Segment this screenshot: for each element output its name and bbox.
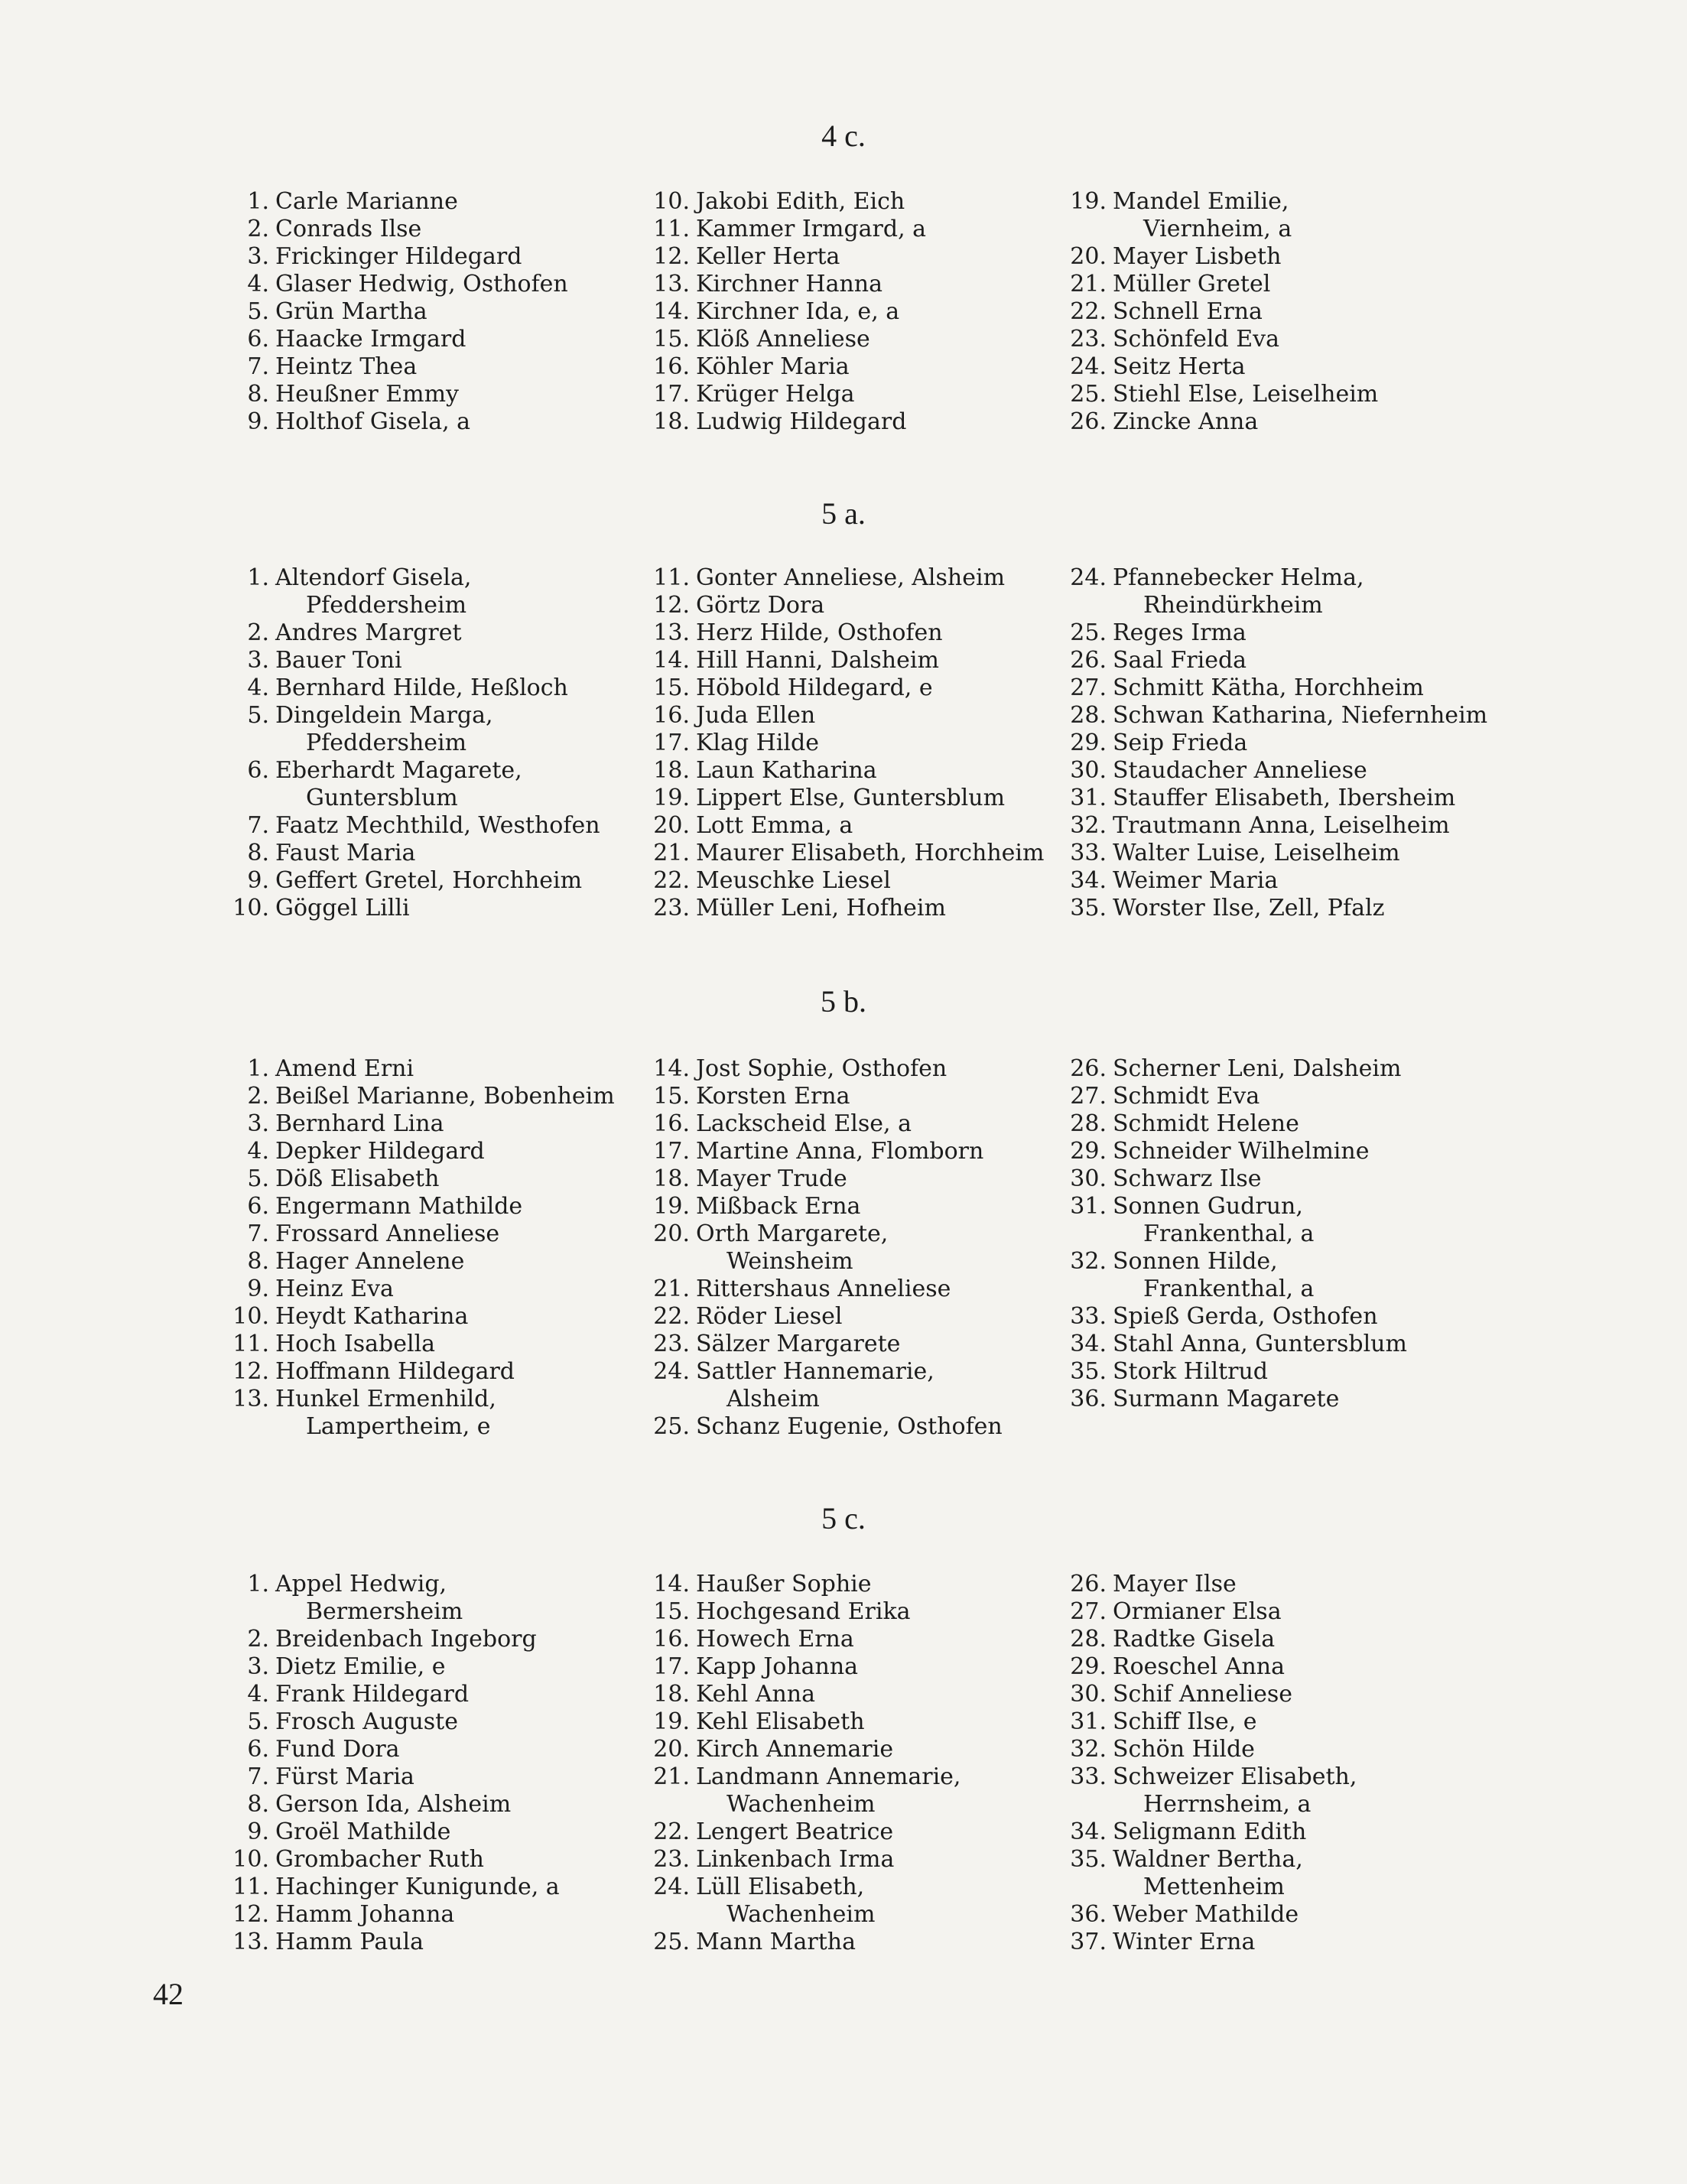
list-item-number: 7.	[247, 1220, 269, 1247]
list-item-number: 19.	[653, 1708, 690, 1735]
list-item-name: Laun Katharina	[696, 757, 877, 784]
section-title: 5 c.	[821, 1501, 866, 1536]
list-item-number: 16.	[653, 702, 690, 729]
list-item-name: Haacke Irmgard	[275, 326, 466, 353]
list-item-number: 18.	[653, 1165, 690, 1192]
list-item-name: Schneider Wilhelmine	[1113, 1138, 1370, 1165]
list-item-name: Schwarz Ilse	[1113, 1165, 1262, 1192]
list-item-name: Gerson Ida, Alsheim	[275, 1791, 512, 1818]
list-item-name: Haußer Sophie	[696, 1571, 872, 1597]
list-item-name: Trautmann Anna, Leiselheim	[1113, 812, 1450, 839]
list-item-name: Spieß Gerda, Osthofen	[1113, 1303, 1378, 1330]
list-item-name: Kirch Annemarie	[696, 1736, 894, 1763]
list-item-number: 34.	[1070, 867, 1107, 894]
list-item-number: 34.	[1070, 1331, 1107, 1357]
list-item-number: 32.	[1070, 1248, 1107, 1275]
list-item-number: 17.	[653, 1138, 690, 1165]
list-item-number: 20.	[653, 1736, 690, 1763]
list-item-number: 28.	[1070, 1110, 1107, 1137]
list-item-name: Andres Margret	[275, 619, 462, 646]
list-item-name: Alsheim	[726, 1386, 820, 1412]
list-item-number: 1.	[247, 188, 269, 215]
list-item-number: 6.	[247, 326, 269, 353]
list-item-number: 24.	[653, 1874, 690, 1900]
list-item-name: Frickinger Hildegard	[275, 243, 522, 270]
list-item-number: 9.	[247, 867, 269, 894]
section-title: 5 b.	[821, 984, 866, 1019]
list-item-number: 22.	[653, 1818, 690, 1845]
list-item-name: Klöß Anneliese	[696, 326, 870, 353]
list-item-name: Seitz Herta	[1113, 353, 1246, 380]
list-item-number: 8.	[247, 1791, 269, 1818]
list-item-number: 22.	[1070, 298, 1107, 325]
list-item-number: 14.	[653, 298, 690, 325]
list-item-number: 24.	[1070, 353, 1107, 380]
list-item-name: Sonnen Gudrun,	[1113, 1193, 1303, 1220]
list-item-number: 27.	[1070, 674, 1107, 701]
list-item-number: 18.	[653, 757, 690, 784]
list-item-name: Faatz Mechthild, Westhofen	[275, 812, 600, 839]
list-item-name: Schweizer Elisabeth,	[1113, 1763, 1357, 1790]
list-item-number: 5.	[247, 1165, 269, 1192]
list-item-name: Depker Hildegard	[275, 1138, 485, 1165]
list-item-name: Schmidt Eva	[1113, 1083, 1260, 1110]
list-item-name: Groël Mathilde	[275, 1818, 451, 1845]
list-item-number: 15.	[653, 1083, 690, 1110]
list-item-name: Döß Elisabeth	[275, 1165, 440, 1192]
list-item-name: Bauer Toni	[275, 647, 402, 674]
list-item-name: Klag Hilde	[696, 730, 819, 756]
list-item-number: 25.	[1070, 381, 1107, 408]
list-item-name: Landmann Annemarie,	[696, 1763, 961, 1790]
list-item-name: Stahl Anna, Guntersblum	[1113, 1331, 1407, 1357]
list-item-name: Jakobi Edith, Eich	[696, 188, 905, 215]
list-item-name: Mandel Emilie,	[1113, 188, 1289, 215]
list-item-name: Breidenbach Ingeborg	[275, 1626, 537, 1653]
list-item-number: 2.	[247, 216, 269, 242]
list-item-name: Schwan Katharina, Niefernheim	[1113, 702, 1488, 729]
list-item-number: 8.	[247, 840, 269, 866]
list-item-number: 27.	[1070, 1598, 1107, 1625]
list-item-number: 15.	[653, 326, 690, 353]
list-item-name: Ludwig Hildegard	[696, 408, 907, 435]
list-item-number: 18.	[653, 408, 690, 435]
list-item-name: Dietz Emilie, e	[275, 1653, 446, 1680]
list-item-number: 9.	[247, 1276, 269, 1302]
list-item-name: Rheindürkheim	[1143, 592, 1323, 619]
list-item-name: Schanz Eugenie, Osthofen	[696, 1413, 1003, 1440]
page-number: 42	[153, 1977, 184, 2011]
list-item-number: 28.	[1070, 702, 1107, 729]
list-item-name: Sälzer Margarete	[696, 1331, 901, 1357]
list-item-number: 35.	[1070, 1846, 1107, 1873]
list-item-number: 30.	[1070, 1165, 1107, 1192]
list-item-name: Grombacher Ruth	[275, 1846, 484, 1873]
list-item-number: 3.	[247, 243, 269, 270]
list-item-name: Faust Maria	[275, 840, 416, 866]
list-item-name: Kehl Elisabeth	[696, 1708, 865, 1735]
list-item-number: 12.	[653, 592, 690, 619]
list-item-number: 32.	[1070, 1736, 1107, 1763]
list-item-number: 33.	[1070, 1763, 1107, 1790]
list-item-name: Hochgesand Erika	[696, 1598, 911, 1625]
list-item-name: Lüll Elisabeth,	[696, 1874, 865, 1900]
list-item-name: Lampertheim, e	[306, 1413, 491, 1440]
list-item-name: Mißback Erna	[696, 1193, 861, 1220]
list-item-name: Roeschel Anna	[1113, 1653, 1285, 1680]
list-item-number: 10.	[232, 1303, 269, 1330]
list-item-number: 13.	[232, 1386, 269, 1412]
list-item-number: 14.	[653, 1571, 690, 1597]
list-item-name: Krüger Helga	[696, 381, 855, 408]
list-item-name: Wachenheim	[726, 1901, 876, 1928]
section-title: 4 c.	[821, 119, 866, 153]
list-item-name: Linkenbach Irma	[696, 1846, 895, 1873]
list-item-number: 23.	[653, 895, 690, 921]
list-item-number: 7.	[247, 812, 269, 839]
list-item-number: 17.	[653, 1653, 690, 1680]
list-item-number: 11.	[653, 564, 690, 591]
list-item-number: 23.	[653, 1331, 690, 1357]
list-item-name: Holthof Gisela, a	[275, 408, 471, 435]
list-item-name: Rittershaus Anneliese	[696, 1276, 951, 1302]
list-item-name: Appel Hedwig,	[275, 1571, 447, 1597]
list-item-number: 31.	[1070, 1193, 1107, 1220]
list-item-name: Surmann Magarete	[1113, 1386, 1340, 1412]
list-item-number: 23.	[653, 1846, 690, 1873]
list-item-name: Kirchner Hanna	[696, 271, 883, 297]
list-item-name: Reges Irma	[1113, 619, 1247, 646]
list-item-number: 13.	[653, 619, 690, 646]
list-item-name: Hachinger Kunigunde, a	[275, 1874, 560, 1900]
list-item-number: 1.	[247, 1055, 269, 1082]
list-item-number: 32.	[1070, 812, 1107, 839]
list-item-name: Engermann Mathilde	[275, 1193, 523, 1220]
list-item-name: Hamm Paula	[275, 1929, 424, 1955]
list-item-name: Röder Liesel	[696, 1303, 843, 1330]
list-item-number: 4.	[247, 1681, 269, 1708]
list-item-name: Stork Hiltrud	[1113, 1358, 1268, 1385]
list-item-number: 13.	[232, 1929, 269, 1955]
list-item-number: 3.	[247, 1653, 269, 1680]
list-item-number: 3.	[247, 1110, 269, 1137]
list-item-name: Schmidt Helene	[1113, 1110, 1299, 1137]
list-item-name: Dingeldein Marga,	[275, 702, 493, 729]
list-item-name: Weber Mathilde	[1113, 1901, 1299, 1928]
list-item-number: 7.	[247, 1763, 269, 1790]
list-item-number: 19.	[653, 1193, 690, 1220]
list-item-name: Mettenheim	[1143, 1874, 1285, 1900]
list-item-name: Viernheim, a	[1143, 216, 1292, 242]
list-item-name: Schnell Erna	[1113, 298, 1263, 325]
list-item-name: Altendorf Gisela,	[275, 564, 472, 591]
list-item-number: 30.	[1070, 757, 1107, 784]
list-item-name: Mayer Lisbeth	[1113, 243, 1282, 270]
list-item-number: 24.	[1070, 564, 1107, 591]
list-item-name: Worster Ilse, Zell, Pfalz	[1113, 895, 1385, 921]
list-item-name: Seip Frieda	[1113, 730, 1248, 756]
list-item-number: 20.	[653, 1220, 690, 1247]
list-item-number: 5.	[247, 1708, 269, 1735]
list-item-name: Gonter Anneliese, Alsheim	[696, 564, 1006, 591]
list-item-name: Heintz Thea	[275, 353, 418, 380]
list-item-number: 21.	[1070, 271, 1107, 297]
list-item-name: Weimer Maria	[1113, 867, 1279, 894]
list-item-number: 9.	[247, 408, 269, 435]
list-item-number: 5.	[247, 702, 269, 729]
list-item-name: Kirchner Ida, e, a	[696, 298, 900, 325]
list-item-number: 2.	[247, 1626, 269, 1653]
list-item-name: Keller Herta	[696, 243, 840, 270]
list-item-number: 31.	[1070, 1708, 1107, 1735]
list-item-name: Sonnen Hilde,	[1113, 1248, 1278, 1275]
list-item-number: 20.	[653, 812, 690, 839]
list-item-number: 29.	[1070, 1653, 1107, 1680]
list-item-number: 26.	[1070, 647, 1107, 674]
list-item-number: 33.	[1070, 1303, 1107, 1330]
list-item-name: Stauffer Elisabeth, Ibersheim	[1113, 785, 1456, 811]
list-item-number: 36.	[1070, 1386, 1107, 1412]
list-item-number: 26.	[1070, 1571, 1107, 1597]
list-item-number: 6.	[247, 1736, 269, 1763]
list-item-number: 20.	[1070, 243, 1107, 270]
list-item-number: 14.	[653, 1055, 690, 1082]
list-item-number: 21.	[653, 1763, 690, 1790]
list-item-name: Herrnsheim, a	[1143, 1791, 1312, 1818]
list-item-name: Pfeddersheim	[306, 730, 467, 756]
list-item-name: Hamm Johanna	[275, 1901, 455, 1928]
list-item-name: Mann Martha	[696, 1929, 856, 1955]
list-item-name: Pfannebecker Helma,	[1113, 564, 1364, 591]
list-item-number: 12.	[232, 1358, 269, 1385]
list-item-name: Martine Anna, Flomborn	[696, 1138, 984, 1165]
list-item-name: Schiff Ilse, e	[1113, 1708, 1257, 1735]
list-item-name: Müller Gretel	[1113, 271, 1271, 297]
list-item-name: Stiehl Else, Leiselheim	[1113, 381, 1379, 408]
list-item-name: Glaser Hedwig, Osthofen	[275, 271, 568, 297]
list-item-name: Heydt Katharina	[275, 1303, 469, 1330]
list-item-number: 8.	[247, 1248, 269, 1275]
list-item-number: 16.	[653, 1110, 690, 1137]
list-item-name: Sattler Hannemarie,	[696, 1358, 935, 1385]
list-item-name: Kapp Johanna	[696, 1653, 859, 1680]
list-item-number: 4.	[247, 1138, 269, 1165]
list-item-number: 17.	[653, 730, 690, 756]
list-item-name: Hoffmann Hildegard	[275, 1358, 515, 1385]
list-item-number: 4.	[247, 271, 269, 297]
list-item-name: Hunkel Ermenhild,	[275, 1386, 496, 1412]
list-item-number: 10.	[653, 188, 690, 215]
list-item-number: 37.	[1070, 1929, 1107, 1955]
list-item-name: Wachenheim	[726, 1791, 876, 1818]
list-item-number: 34.	[1070, 1818, 1107, 1845]
list-item-number: 18.	[653, 1681, 690, 1708]
list-item-name: Hager Annelene	[275, 1248, 465, 1275]
list-item-number: 21.	[653, 1276, 690, 1302]
list-item-number: 29.	[1070, 1138, 1107, 1165]
list-item-name: Scherner Leni, Dalsheim	[1113, 1055, 1402, 1082]
list-item-name: Müller Leni, Hofheim	[696, 895, 946, 921]
list-item-number: 13.	[653, 271, 690, 297]
list-item-number: 17.	[653, 381, 690, 408]
list-item-number: 16.	[653, 1626, 690, 1653]
list-item-name: Weinsheim	[726, 1248, 853, 1275]
list-item-number: 15.	[653, 1598, 690, 1625]
list-item-number: 11.	[653, 216, 690, 242]
list-item-number: 10.	[232, 1846, 269, 1873]
list-item-name: Görtz Dora	[696, 592, 825, 619]
list-item-number: 3.	[247, 647, 269, 674]
list-item-name: Conrads Ilse	[275, 216, 422, 242]
list-item-number: 1.	[247, 1571, 269, 1597]
list-item-name: Lengert Beatrice	[696, 1818, 894, 1845]
list-item-name: Howech Erna	[696, 1626, 854, 1653]
list-item-number: 5.	[247, 298, 269, 325]
list-item-number: 9.	[247, 1818, 269, 1845]
list-item-number: 12.	[653, 243, 690, 270]
list-item-name: Guntersblum	[306, 785, 458, 811]
list-item-number: 25.	[1070, 619, 1107, 646]
list-item-name: Hoch Isabella	[275, 1331, 436, 1357]
list-item-name: Maurer Elisabeth, Horchheim	[696, 840, 1045, 866]
list-item-name: Kammer Irmgard, a	[696, 216, 927, 242]
list-item-name: Fürst Maria	[275, 1763, 414, 1790]
list-item-name: Walter Luise, Leiselheim	[1113, 840, 1400, 866]
list-item-number: 8.	[247, 381, 269, 408]
list-item-name: Saal Frieda	[1113, 647, 1247, 674]
list-item-number: 35.	[1070, 895, 1107, 921]
list-item-name: Heinz Eva	[275, 1276, 394, 1302]
list-item-name: Schif Anneliese	[1113, 1681, 1293, 1708]
list-item-name: Jost Sophie, Osthofen	[696, 1055, 948, 1082]
list-item-name: Köhler Maria	[696, 353, 850, 380]
list-item-name: Höbold Hildegard, e	[696, 674, 933, 701]
list-item-number: 10.	[232, 895, 269, 921]
list-item-number: 24.	[653, 1358, 690, 1385]
list-item-name: Lott Emma, a	[696, 812, 853, 839]
list-item-number: 27.	[1070, 1083, 1107, 1110]
list-item-name: Bernhard Hilde, Heßloch	[275, 674, 568, 701]
list-item-number: 22.	[653, 867, 690, 894]
list-item-number: 14.	[653, 647, 690, 674]
list-item-number: 25.	[653, 1929, 690, 1955]
list-item-number: 19.	[1070, 188, 1107, 215]
list-item-number: 33.	[1070, 840, 1107, 866]
list-item-name: Zincke Anna	[1113, 408, 1259, 435]
list-item-name: Göggel Lilli	[275, 895, 410, 921]
list-item-number: 23.	[1070, 326, 1107, 353]
list-item-number: 6.	[247, 1193, 269, 1220]
list-item-name: Korsten Erna	[696, 1083, 850, 1110]
list-item-number: 6.	[247, 757, 269, 784]
section-title: 5 a.	[821, 496, 866, 531]
list-item-number: 4.	[247, 674, 269, 701]
list-item-name: Meuschke Liesel	[696, 867, 891, 894]
list-item-name: Frankenthal, a	[1143, 1220, 1315, 1247]
list-item-name: Mayer Ilse	[1113, 1571, 1237, 1597]
list-item-name: Frankenthal, a	[1143, 1276, 1315, 1302]
list-item-number: 26.	[1070, 1055, 1107, 1082]
list-item-name: Herz Hilde, Osthofen	[696, 619, 943, 646]
list-item-number: 2.	[247, 619, 269, 646]
list-item-number: 36.	[1070, 1901, 1107, 1928]
list-item-name: Eberhardt Magarete,	[275, 757, 522, 784]
list-item-name: Juda Ellen	[696, 702, 816, 729]
list-item-number: 29.	[1070, 730, 1107, 756]
list-item-number: 16.	[653, 353, 690, 380]
list-item-number: 19.	[653, 785, 690, 811]
list-item-name: Schmitt Kätha, Horchheim	[1113, 674, 1424, 701]
list-item-number: 25.	[653, 1413, 690, 1440]
list-item-name: Beißel Marianne, Bobenheim	[275, 1083, 615, 1110]
list-item-name: Hill Hanni, Dalsheim	[696, 647, 939, 674]
list-item-number: 1.	[247, 564, 269, 591]
list-item-name: Schön Hilde	[1113, 1736, 1255, 1763]
list-item-name: Amend Erni	[275, 1055, 414, 1082]
list-item-name: Bernhard Lina	[275, 1110, 444, 1137]
list-item-name: Kehl Anna	[696, 1681, 816, 1708]
list-item-number: 11.	[232, 1331, 269, 1357]
list-item-name: Heußner Emmy	[275, 381, 459, 408]
list-item-name: Geffert Gretel, Horchheim	[275, 867, 583, 894]
list-item-number: 28.	[1070, 1626, 1107, 1653]
list-item-name: Grün Martha	[275, 298, 427, 325]
list-item-name: Ormianer Elsa	[1113, 1598, 1282, 1625]
list-item-name: Schönfeld Eva	[1113, 326, 1279, 353]
list-item-number: 26.	[1070, 408, 1107, 435]
list-item-name: Carle Marianne	[275, 188, 458, 215]
list-item-name: Winter Erna	[1113, 1929, 1256, 1955]
list-item-name: Frossard Anneliese	[275, 1220, 500, 1247]
list-item-name: Bermersheim	[306, 1598, 463, 1625]
list-item-name: Lippert Else, Guntersblum	[696, 785, 1006, 811]
list-item-name: Staudacher Anneliese	[1113, 757, 1367, 784]
list-item-name: Orth Margarete,	[696, 1220, 889, 1247]
list-item-number: 21.	[653, 840, 690, 866]
list-item-name: Frank Hildegard	[275, 1681, 470, 1708]
list-item-number: 31.	[1070, 785, 1107, 811]
list-item-name: Waldner Bertha,	[1113, 1846, 1303, 1873]
list-item-name: Pfeddersheim	[306, 592, 467, 619]
list-item-number: 12.	[232, 1901, 269, 1928]
list-item-name: Radtke Gisela	[1113, 1626, 1276, 1653]
list-item-number: 15.	[653, 674, 690, 701]
list-item-name: Frosch Auguste	[275, 1708, 458, 1735]
list-item-number: 35.	[1070, 1358, 1107, 1385]
list-item-number: 11.	[232, 1874, 269, 1900]
list-item-name: Lackscheid Else, a	[696, 1110, 912, 1137]
list-item-number: 2.	[247, 1083, 269, 1110]
list-item-number: 30.	[1070, 1681, 1107, 1708]
list-item-name: Mayer Trude	[696, 1165, 847, 1192]
list-item-number: 7.	[247, 353, 269, 380]
list-item-number: 22.	[653, 1303, 690, 1330]
list-item-name: Fund Dora	[275, 1736, 400, 1763]
list-item-name: Seligmann Edith	[1113, 1818, 1307, 1845]
